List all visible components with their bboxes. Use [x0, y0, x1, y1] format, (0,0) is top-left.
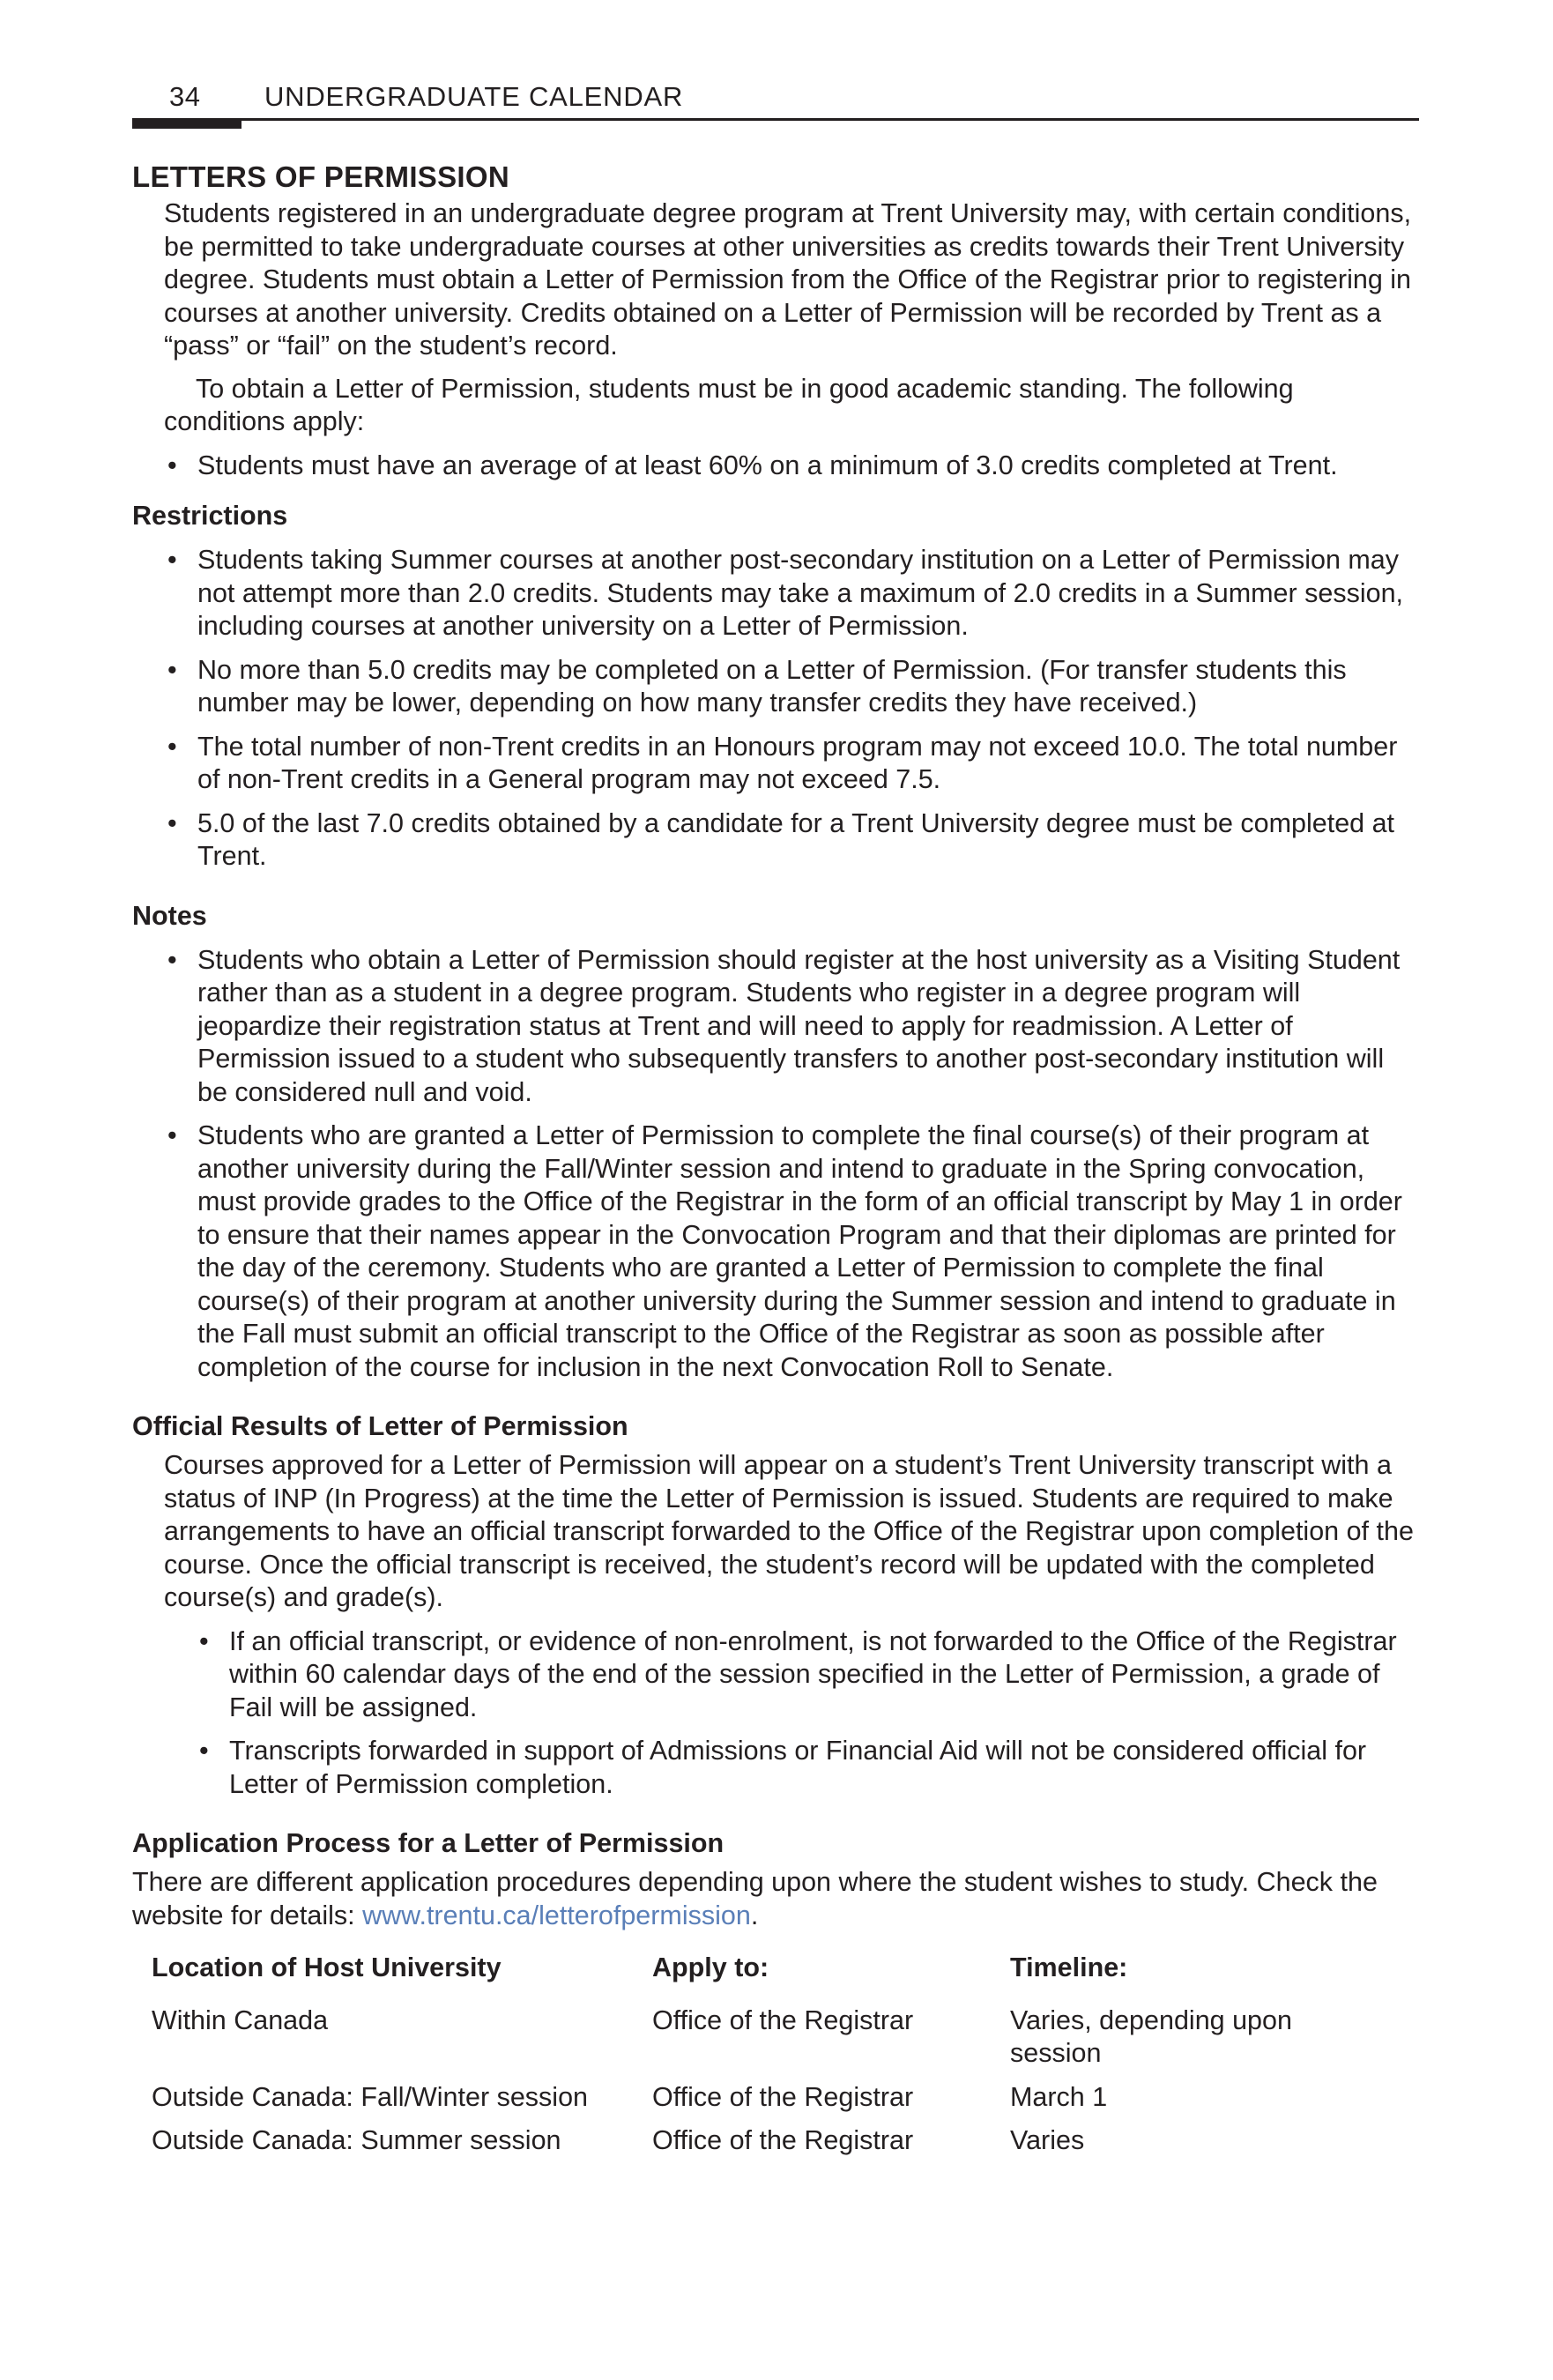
- intro-block: [164, 197, 1419, 439]
- table-cell: Outside Canada: Fall/Winter session: [152, 2081, 588, 2112]
- running-header: [132, 81, 1419, 122]
- bullet-icon: •: [167, 654, 177, 685]
- list-item: [132, 450, 1419, 483]
- header-rule: [132, 118, 1419, 121]
- bullet-icon: •: [167, 450, 177, 480]
- table-cell: Within Canada: [152, 2004, 329, 2035]
- restrictions-list: [132, 544, 1419, 874]
- application-heading: Application Process for a Letter of Permission: [132, 1828, 724, 1858]
- list-item: [132, 1119, 1419, 1384]
- table-cell: Varies: [1010, 2125, 1085, 2155]
- list-item-text: No more than 5.0 credits may be completed on a Letter of Permission. (For transfer students this number may be lower, depending on how many transfer credits they have received.): [197, 654, 1347, 718]
- list-item: [132, 944, 1419, 1110]
- table-cell: Office of the Registrar: [652, 2081, 914, 2112]
- table-row: [152, 2124, 1345, 2168]
- list-item: [132, 1625, 1419, 1725]
- notes-heading: Notes: [132, 900, 207, 931]
- section-title: LETTERS OF PERMISSION: [132, 160, 510, 193]
- bullet-icon: •: [167, 1120, 177, 1150]
- table-cell: Office of the Registrar: [652, 2004, 914, 2035]
- table-row: [152, 2081, 1345, 2125]
- intro-paragraph-1: Students registered in an undergraduate degree program at Trent University may, with certain conditions, be permitted to take undergraduate courses at other universities as credits towards their Trent University degree. Students must obtain a Letter of Permission from the Office of the Registrar prior to registering in courses at another university. Credits obtained on a Letter of Permission will be recorded by Trent as a “pass” or “fail” on the student’s record.: [164, 198, 1412, 361]
- list-item: [132, 1735, 1419, 1801]
- list-item-text: 5.0 of the last 7.0 credits obtained by a candidate for a Trent University degree must be completed at Trent.: [197, 807, 1395, 871]
- page-content: [132, 159, 1419, 2168]
- list-item-text: Students taking Summer courses at another post-secondary institution on a Letter of Permission may not attempt more than 2.0 credits. Students may take a maximum of 2.0 credits in a Summer session, including courses at another university on a Letter of Permission.: [197, 545, 1404, 641]
- official-results-heading: Official Results of Letter of Permission: [132, 1411, 628, 1441]
- list-item: [132, 544, 1419, 643]
- application-text: There are different application procedures depending upon where the student wishes to study. Check the website for details:: [132, 1867, 1378, 1930]
- intro-paragraph-2: To obtain a Letter of Permission, students must be in good academic standing. The following conditions apply:: [164, 373, 1294, 436]
- official-results-paragraph: Courses approved for a Letter of Permission will appear on a student’s Trent University transcript with a status of INP (In Progress) at the time the Letter of Permission is issued. Students are required to make arrangements to have an official transcript forwarded to the Office of the Registrar upon completion of the course. Once the official transcript is received, the student’s record will be updated with the completed course(s) and grade(s).: [164, 1450, 1414, 1612]
- list-item-text: If an official transcript, or evidence of non-enrolment, is not forwarded to the Office of the Registrar within 60 calendar days of the end of the session specified in the Letter of Permission, a grade of Fail will be assigned.: [229, 1625, 1397, 1722]
- table-row: [152, 2004, 1345, 2081]
- column-header-location: Location of Host University: [152, 1952, 502, 1982]
- official-results-list: [132, 1625, 1419, 1802]
- table-cell: Outside Canada: Summer session: [152, 2125, 561, 2155]
- application-text-end: .: [750, 1900, 759, 1930]
- official-results-block: [164, 1449, 1419, 1615]
- list-item: [132, 654, 1419, 720]
- bullet-icon: •: [167, 944, 177, 975]
- table-cell: Office of the Registrar: [652, 2125, 914, 2155]
- notes-list: [132, 944, 1419, 1385]
- restrictions-heading: Restrictions: [132, 501, 288, 531]
- page-number: 34: [169, 81, 201, 112]
- list-item-text: Students who obtain a Letter of Permission should register at the host university as a Visiting Student rather than as a student in a degree program. Students who register in a degree program will jeopardize their registration status at Trent and will need to apply for readmission. A Letter of Permission issued to a student who subsequently transfers to another post-secondary institution will be considered null and void.: [197, 944, 1401, 1107]
- column-header-apply-to: Apply to:: [652, 1952, 769, 1982]
- list-item-text: The total number of non-Trent credits in an Honours program may not exceed 10.0. The total number of non-Trent credits in a General program may not exceed 7.5.: [197, 731, 1398, 794]
- application-table: [152, 1952, 1345, 2168]
- bullet-icon: •: [167, 807, 177, 838]
- intro-bullet-list: [132, 450, 1419, 483]
- bullet-icon: •: [199, 1625, 209, 1656]
- running-title: UNDERGRADUATE CALENDAR: [264, 81, 684, 112]
- bullet-icon: •: [199, 1736, 209, 1766]
- list-item: [132, 807, 1419, 874]
- list-item-text: Students who are granted a Letter of Permission to complete the final course(s) of their program at another university during the Fall/Winter session and intend to graduate in the Spring convocation, must provide grades to the Office of the Registrar in the form of an official transcript by May 1 in order to ensure that their names appear in the Convocation Program and that their diplomas are printed for the day of the ceremony. Students who are granted a Letter of Permission to complete the final course(s) of their program at another university during the Summer session and intend to graduate in the Fall must submit an official transcript to the Office of the Registrar as soon as possible after completion of the course for inclusion in the next Convocation Roll to Senate.: [197, 1120, 1402, 1382]
- list-item-text: Students must have an average of at least 60% on a minimum of 3.0 credits completed at Trent.: [197, 450, 1338, 480]
- header-tab-bar: [132, 118, 241, 129]
- bullet-icon: •: [167, 731, 177, 762]
- table-header-row: [152, 1952, 1345, 2004]
- table-cell: March 1: [1010, 2081, 1108, 2112]
- letter-of-permission-link[interactable]: www.trentu.ca/letterofpermission: [362, 1900, 751, 1930]
- column-header-timeline: Timeline:: [1010, 1952, 1128, 1982]
- bullet-icon: •: [167, 545, 177, 575]
- table-cell: Varies, depending upon session: [1010, 2004, 1292, 2068]
- application-paragraph: [132, 1866, 1419, 1932]
- list-item-text: Transcripts forwarded in support of Admissions or Financial Aid will not be considered official for Letter of Permission completion.: [229, 1736, 1367, 1799]
- list-item: [132, 731, 1419, 797]
